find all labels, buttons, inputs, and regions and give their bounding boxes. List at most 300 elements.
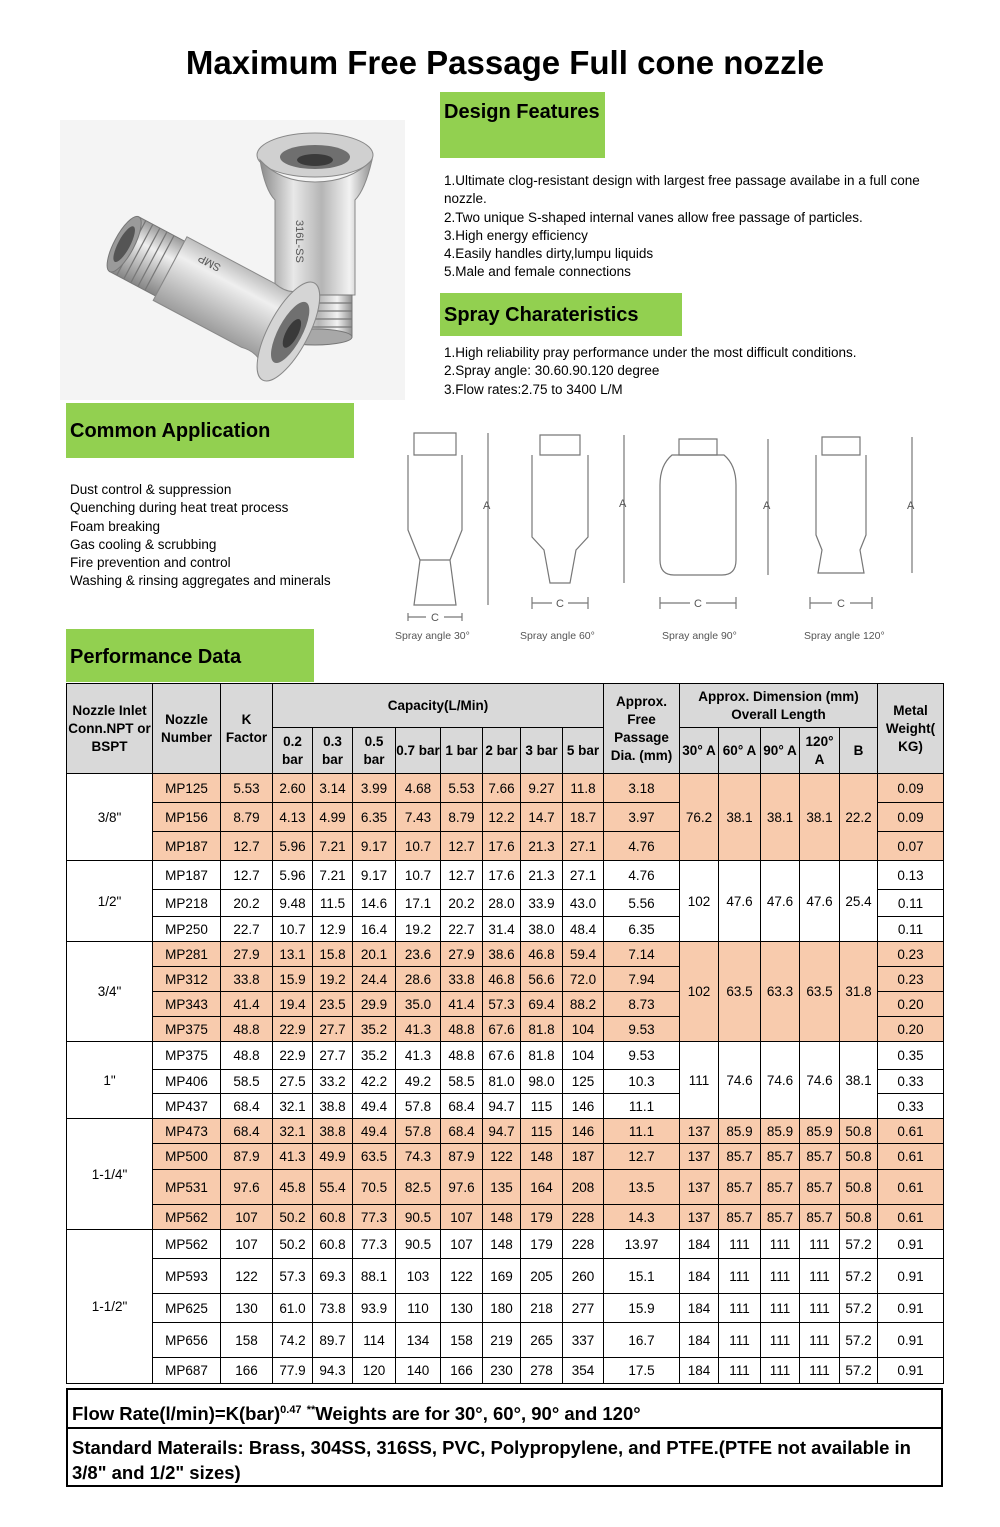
weight-cell: 0.33 [878,1070,944,1094]
dimension-cell: 57.2 [840,1259,878,1294]
dim-a-30: A [483,500,491,512]
capacity-cell: 77.9 [273,1358,313,1384]
capacity-cell: 7.21 [313,861,353,890]
dimension-cell: 38.1 [719,774,761,861]
design-feature-item: 1.Ultimate clog-resistant design with largest free passage availabe in a full cone nozzle. [444,173,920,207]
header-pressure: 0.2 bar [273,728,313,774]
dimension-cell: 63.5 [719,942,761,1042]
design-feature-item: 5.Male and female connections [444,264,631,280]
capacity-cell: 81.0 [483,1070,521,1094]
dimension-cell: 111 [761,1358,800,1384]
capacity-cell: 42.2 [353,1070,396,1094]
header-dim: 30° A [680,728,719,774]
performance-table-body [67,774,944,1384]
header-nozzle-number: Nozzle Number [153,684,221,774]
dimension-cell: 102 [680,942,719,1042]
header-pressure: 0.5 bar [353,728,396,774]
inlet-size-cell: 1-1/2" [67,1230,153,1384]
spray-characteristics-list [444,344,954,399]
dimension-cell: 63.5 [800,942,840,1042]
k-factor-cell: 122 [221,1259,273,1294]
capacity-cell: 41.3 [396,1042,441,1070]
spray-item: 2.Spray angle: 30.60.90.120 degree [444,363,660,379]
capacity-cell: 60.8 [313,1230,353,1259]
free-passage-cell: 14.3 [604,1205,680,1230]
capacity-cell: 228 [563,1230,604,1259]
capacity-cell: 41.3 [273,1144,313,1170]
header-pressure: 0.7 bar [396,728,441,774]
capacity-cell: 15.9 [273,967,313,992]
capacity-cell: 48.4 [563,917,604,942]
dimension-cell: 85.9 [800,1119,840,1144]
dimension-cell: 50.8 [840,1119,878,1144]
capacity-cell: 230 [483,1358,521,1384]
free-passage-cell: 7.14 [604,942,680,967]
nozzle-number-cell: MP437 [153,1094,221,1119]
nozzle-number-cell: MP187 [153,832,221,861]
capacity-cell: 122 [483,1144,521,1170]
capacity-cell: 4.13 [273,803,313,832]
k-factor-cell: 107 [221,1205,273,1230]
nozzle-photo [60,120,405,400]
capacity-cell: 5.96 [273,832,313,861]
capacity-cell: 19.2 [396,917,441,942]
design-features-list [444,172,954,282]
capacity-cell: 22.7 [441,917,483,942]
k-factor-cell: 48.8 [221,1017,273,1042]
capacity-cell: 38.8 [313,1094,353,1119]
capacity-cell: 94.7 [483,1119,521,1144]
design-feature-item: 2.Two unique S-shaped internal vanes allow free passage of particles. [444,209,863,225]
header-free-passage: Approx. Free Passage Dia. (mm) [604,684,680,774]
table-row [67,1205,944,1230]
dimension-cell: 38.1 [800,774,840,861]
capacity-cell: 38.6 [483,942,521,967]
capacity-cell: 7.21 [313,832,353,861]
capacity-cell: 57.8 [396,1094,441,1119]
capacity-cell: 20.2 [441,890,483,917]
table-row [67,1323,944,1358]
nozzle-number-cell: MP375 [153,1017,221,1042]
capacity-cell: 32.1 [273,1119,313,1144]
capacity-cell: 70.5 [353,1170,396,1205]
design-feature-item: 3.High energy efficiency [444,227,588,243]
weight-cell: 0.61 [878,1170,944,1205]
table-row [67,1294,944,1323]
k-factor-cell: 87.9 [221,1144,273,1170]
capacity-cell: 11.5 [313,890,353,917]
capacity-cell: 135 [483,1170,521,1205]
capacity-cell: 17.6 [483,861,521,890]
weight-cell: 0.61 [878,1119,944,1144]
free-passage-cell: 17.5 [604,1358,680,1384]
dimension-cell: 25.4 [840,861,878,942]
dimension-cell: 111 [719,1323,761,1358]
capacity-cell: 20.1 [353,942,396,967]
free-passage-cell: 9.53 [604,1042,680,1070]
dimension-cell: 85.7 [800,1205,840,1230]
formula-exponent: 0.47 [280,1404,302,1416]
dimension-cell: 137 [680,1144,719,1170]
capacity-cell: 115 [521,1119,563,1144]
application-item: Foam breaking [70,518,161,534]
free-passage-cell: 15.9 [604,1294,680,1323]
capacity-cell: 73.8 [313,1294,353,1323]
dimension-cell: 111 [800,1323,840,1358]
capacity-cell: 122 [441,1259,483,1294]
dimension-cell: 111 [719,1294,761,1323]
dimension-cell: 184 [680,1358,719,1384]
capacity-cell: 114 [353,1323,396,1358]
k-factor-cell: 22.7 [221,917,273,942]
free-passage-cell: 13.97 [604,1230,680,1259]
capacity-cell: 77.3 [353,1205,396,1230]
dimension-cell: 57.2 [840,1230,878,1259]
capacity-cell: 27.1 [563,832,604,861]
dimension-cell: 111 [761,1230,800,1259]
capacity-cell: 110 [396,1294,441,1323]
dimension-cell: 137 [680,1119,719,1144]
weight-cell: 0.91 [878,1358,944,1384]
capacity-cell: 12.7 [441,832,483,861]
free-passage-cell: 16.7 [604,1323,680,1358]
free-passage-cell: 10.3 [604,1070,680,1094]
capacity-cell: 12.9 [313,917,353,942]
drawing-label-90: Spray angle 90° [662,630,737,642]
inlet-size-cell: 1-1/4" [67,1119,153,1230]
nozzle-number-cell: MP562 [153,1205,221,1230]
inlet-size-cell: 1/2" [67,861,153,942]
capacity-cell: 35.2 [353,1017,396,1042]
dimension-cell: 74.6 [761,1042,800,1119]
dimension-cell: 22.2 [840,774,878,861]
capacity-cell: 67.6 [483,1042,521,1070]
nozzle-number-cell: MP687 [153,1358,221,1384]
capacity-cell: 93.9 [353,1294,396,1323]
capacity-cell: 55.4 [313,1170,353,1205]
free-passage-cell: 5.56 [604,890,680,917]
k-factor-cell: 5.53 [221,774,273,803]
capacity-cell: 90.5 [396,1230,441,1259]
k-factor-cell: 130 [221,1294,273,1323]
dimension-cell: 111 [800,1294,840,1323]
performance-table [66,683,944,1384]
dimension-cell: 47.6 [719,861,761,942]
dimension-cell: 38.1 [840,1042,878,1119]
capacity-cell: 9.27 [521,774,563,803]
weight-cell: 0.23 [878,967,944,992]
dimension-cell: 57.2 [840,1294,878,1323]
note-mark: ** [306,1404,316,1416]
weight-cell: 0.11 [878,890,944,917]
weight-cell: 0.61 [878,1205,944,1230]
capacity-cell: 38.8 [313,1119,353,1144]
weight-cell: 0.33 [878,1094,944,1119]
capacity-cell: 67.6 [483,1017,521,1042]
capacity-cell: 48.8 [441,1017,483,1042]
capacity-cell: 148 [483,1230,521,1259]
capacity-cell: 180 [483,1294,521,1323]
capacity-cell: 31.4 [483,917,521,942]
dimension-cell: 31.8 [840,942,878,1042]
capacity-cell: 104 [563,1017,604,1042]
dimension-cell: 111 [761,1259,800,1294]
dimension-cell: 111 [800,1358,840,1384]
capacity-cell: 88.2 [563,992,604,1017]
dimension-cell: 74.6 [800,1042,840,1119]
capacity-cell: 7.43 [396,803,441,832]
header-pressure: 3 bar [521,728,563,774]
table-row [67,942,944,967]
capacity-cell: 3.14 [313,774,353,803]
capacity-cell: 14.7 [521,803,563,832]
k-factor-cell: 33.8 [221,967,273,992]
weight-cell: 0.91 [878,1259,944,1294]
weight-cell: 0.13 [878,861,944,890]
free-passage-cell: 9.53 [604,1017,680,1042]
dimension-cell: 184 [680,1259,719,1294]
inlet-size-cell: 3/8" [67,774,153,861]
header-pressure: 5 bar [563,728,604,774]
capacity-cell: 57.3 [273,1259,313,1294]
capacity-cell: 205 [521,1259,563,1294]
performance-data-heading: Performance Data [66,629,314,682]
capacity-cell: 148 [521,1144,563,1170]
capacity-cell: 103 [396,1259,441,1294]
dimension-cell: 137 [680,1205,719,1230]
design-features-heading: Design Features [440,92,605,158]
inlet-size-cell: 1" [67,1042,153,1119]
application-item: Fire prevention and control [70,555,231,571]
dimension-cell: 184 [680,1230,719,1259]
capacity-cell: 115 [521,1094,563,1119]
capacity-cell: 125 [563,1070,604,1094]
weight-cell: 0.09 [878,803,944,832]
nozzle-number-cell: MP156 [153,803,221,832]
k-factor-cell: 48.8 [221,1042,273,1070]
dimension-cell: 85.9 [761,1119,800,1144]
nozzle-number-cell: MP250 [153,917,221,942]
capacity-cell: 59.4 [563,942,604,967]
capacity-cell: 81.8 [521,1042,563,1070]
dimension-cell: 85.7 [800,1144,840,1170]
table-row [67,1170,944,1205]
free-passage-cell: 13.5 [604,1170,680,1205]
capacity-cell: 23.5 [313,992,353,1017]
dimension-cell: 85.7 [761,1205,800,1230]
header-pressure: 0.3 bar [313,728,353,774]
capacity-cell: 27.7 [313,1017,353,1042]
capacity-cell: 4.68 [396,774,441,803]
capacity-cell: 107 [441,1205,483,1230]
free-passage-cell: 6.35 [604,917,680,942]
capacity-cell: 69.3 [313,1259,353,1294]
dimension-cell: 184 [680,1323,719,1358]
dimension-cell: 111 [719,1259,761,1294]
capacity-cell: 208 [563,1170,604,1205]
header-weight: Metal Weight( KG) [878,684,944,774]
weight-cell: 0.23 [878,942,944,967]
capacity-cell: 278 [521,1358,563,1384]
weight-cell: 0.07 [878,832,944,861]
capacity-cell: 81.8 [521,1017,563,1042]
capacity-cell: 9.17 [353,832,396,861]
capacity-cell: 10.7 [396,861,441,890]
capacity-cell: 41.3 [396,1017,441,1042]
capacity-cell: 228 [563,1205,604,1230]
header-dim: 90° A [761,728,800,774]
weight-cell: 0.91 [878,1294,944,1323]
k-factor-cell: 12.7 [221,861,273,890]
capacity-cell: 107 [441,1230,483,1259]
nozzle-number-cell: MP625 [153,1294,221,1323]
k-factor-cell: 166 [221,1358,273,1384]
weight-cell: 0.91 [878,1323,944,1358]
capacity-cell: 56.6 [521,967,563,992]
capacity-cell: 49.9 [313,1144,353,1170]
dimension-cell: 57.2 [840,1358,878,1384]
capacity-cell: 104 [563,1042,604,1070]
capacity-cell: 179 [521,1205,563,1230]
capacity-cell: 74.3 [396,1144,441,1170]
dimension-cell: 137 [680,1170,719,1205]
drawing-30 [408,433,488,621]
capacity-cell: 187 [563,1144,604,1170]
capacity-cell: 16.4 [353,917,396,942]
dimension-cell: 57.2 [840,1323,878,1358]
dimension-cell: 111 [761,1294,800,1323]
capacity-cell: 87.9 [441,1144,483,1170]
capacity-cell: 68.4 [441,1119,483,1144]
capacity-cell: 19.4 [273,992,313,1017]
capacity-cell: 2.60 [273,774,313,803]
header-capacity: Capacity(L/Min) [273,684,604,728]
capacity-cell: 146 [563,1119,604,1144]
nozzle-number-cell: MP187 [153,861,221,890]
nozzle-number-cell: MP375 [153,1042,221,1070]
application-item: Gas cooling & scrubbing [70,536,217,552]
header-dim: B [840,728,878,774]
dimension-cell: 111 [680,1042,719,1119]
weight-cell: 0.11 [878,917,944,942]
formula-text: Flow Rate(l/min)=K(bar) [72,1403,281,1425]
capacity-cell: 46.8 [521,942,563,967]
capacity-cell: 337 [563,1323,604,1358]
table-row [67,1144,944,1170]
capacity-cell: 50.2 [273,1205,313,1230]
spray-item: 1.High reliability pray performance under the most difficult conditions. [444,345,857,360]
capacity-cell: 14.6 [353,890,396,917]
capacity-cell: 50.2 [273,1230,313,1259]
k-factor-cell: 68.4 [221,1119,273,1144]
capacity-cell: 21.3 [521,861,563,890]
weight-cell: 0.91 [878,1230,944,1259]
capacity-cell: 10.7 [273,917,313,942]
drawing-label-60: Spray angle 60° [520,630,595,642]
capacity-cell: 12.2 [483,803,521,832]
weight-cell: 0.35 [878,1042,944,1070]
capacity-cell: 97.6 [441,1170,483,1205]
header-pressure: 1 bar [441,728,483,774]
capacity-cell: 68.4 [441,1094,483,1119]
capacity-cell: 148 [483,1205,521,1230]
nozzle-number-cell: MP343 [153,992,221,1017]
header-dim: 60° A [719,728,761,774]
capacity-cell: 22.9 [273,1017,313,1042]
table-row [67,1259,944,1294]
dimension-cell: 111 [719,1358,761,1384]
dimension-cell: 76.2 [680,774,719,861]
capacity-cell: 24.4 [353,967,396,992]
nozzle-number-cell: MP406 [153,1070,221,1094]
capacity-cell: 169 [483,1259,521,1294]
capacity-cell: 15.8 [313,942,353,967]
dimension-cell: 47.6 [800,861,840,942]
table-row [67,1119,944,1144]
capacity-cell: 5.96 [273,861,313,890]
header-pressure: 2 bar [483,728,521,774]
k-factor-cell: 97.6 [221,1170,273,1205]
table-row [67,774,944,803]
nozzle-number-cell: MP656 [153,1323,221,1358]
dimension-cell: 85.7 [719,1144,761,1170]
dim-a-120: A [907,500,915,512]
dimension-cell: 85.7 [761,1170,800,1205]
dimension-drawings [392,425,932,650]
nozzle-number-cell: MP125 [153,774,221,803]
capacity-cell: 33.9 [521,890,563,917]
capacity-cell: 17.1 [396,890,441,917]
free-passage-cell: 3.18 [604,774,680,803]
k-factor-cell: 68.4 [221,1094,273,1119]
drawing-60 [532,435,624,609]
weight-cell: 0.20 [878,992,944,1017]
nozzle-number-cell: MP593 [153,1259,221,1294]
dimension-cell: 47.6 [761,861,800,942]
nozzle-number-cell: MP218 [153,890,221,917]
capacity-cell: 19.2 [313,967,353,992]
free-passage-cell: 15.1 [604,1259,680,1294]
design-feature-item: 4.Easily handles dirty,lumpu liquids [444,246,654,262]
application-item: Dust control & suppression [70,482,232,497]
capacity-cell: 28.0 [483,890,521,917]
capacity-cell: 33.2 [313,1070,353,1094]
capacity-cell: 72.0 [563,967,604,992]
dimension-cell: 74.6 [719,1042,761,1119]
spray-item: 3.Flow rates:2.75 to 3400 L/M [444,381,623,397]
dimension-cell: 50.8 [840,1170,878,1205]
capacity-cell: 179 [521,1230,563,1259]
capacity-cell: 265 [521,1323,563,1358]
capacity-cell: 5.53 [441,774,483,803]
engraving-right: 316L-SS [293,220,305,263]
dimension-cell: 111 [800,1259,840,1294]
capacity-cell: 29.9 [353,992,396,1017]
capacity-cell: 98.0 [521,1070,563,1094]
capacity-cell: 166 [441,1358,483,1384]
table-row [67,1230,944,1259]
header-k-factor: K Factor [221,684,273,774]
capacity-cell: 260 [563,1259,604,1294]
dimension-cell: 85.9 [719,1119,761,1144]
table-row [67,1042,944,1070]
dim-a-90: A [763,500,771,512]
capacity-cell: 9.48 [273,890,313,917]
capacity-cell: 60.8 [313,1205,353,1230]
dimension-cell: 111 [719,1230,761,1259]
free-passage-cell: 3.97 [604,803,680,832]
capacity-cell: 57.8 [396,1119,441,1144]
